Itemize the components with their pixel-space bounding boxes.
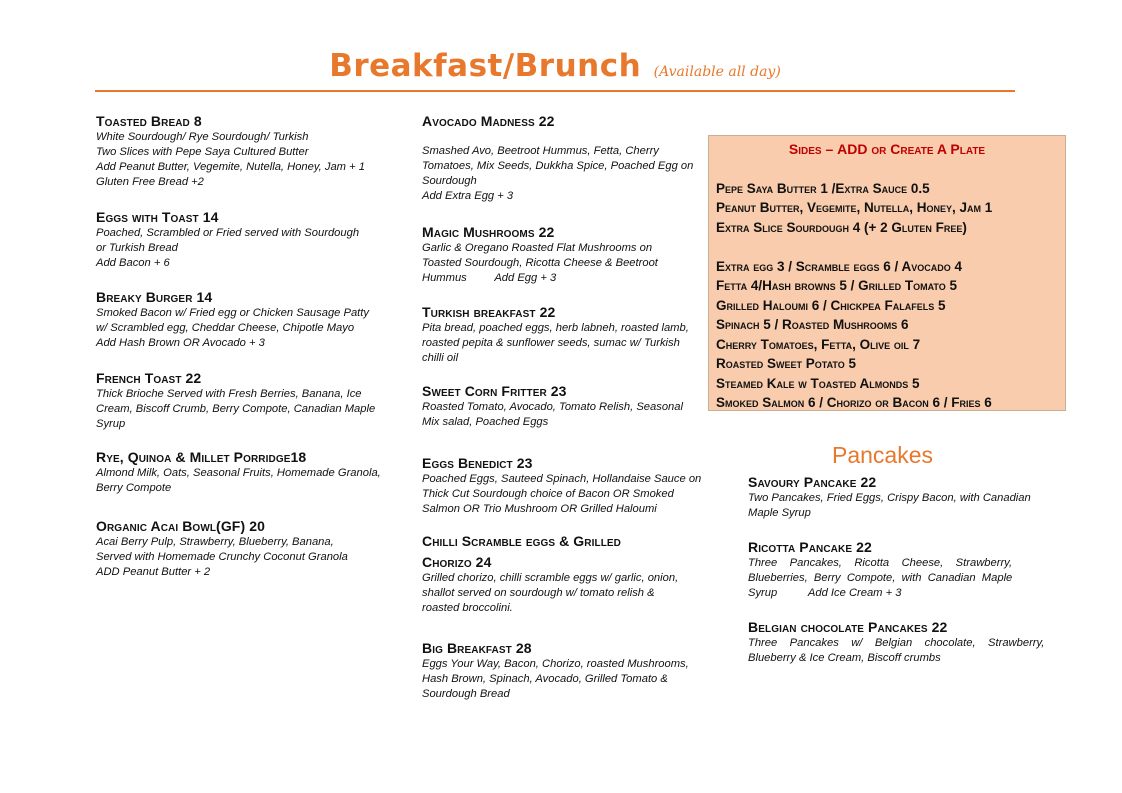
menu-item-description: Three Pancakes w/ Belgian chocolate, Strawberry, Blueberry & Ice Cream, Biscoff crumbs [748,637,1045,664]
menu-item-title: Eggs with Toast 14 [96,209,219,225]
menu-item-title: French Toast 22 [96,370,202,386]
menu-item-description: Smoked Bacon w/ Fried egg or Chicken Sausage Patty w/ Scrambled egg, Cheddar Cheese, Chipotle Mayo Add Hash Brown OR Avocado + 3 [96,307,369,349]
sides-line: Spinach 5 / Roasted Mushrooms 6 [716,317,909,332]
sides-line: Cherry Tomatoes, Fetta, Olive oil 7 [716,337,921,352]
menu-item-description: Garlic & Oregano Roasted Flat Mushrooms on Toasted Sourdough, Ricotta Cheese & Beetroot Hummus Add Egg + 3 [422,242,658,284]
menu-item-title: Belgian chocolate Pancakes 22 [748,619,948,635]
page-subtitle: (Available all day) [653,64,781,80]
menu-item-description: Acai Berry Pulp, Strawberry, Blueberry, Banana, Served with Homemade Crunchy Coconut Granola ADD Peanut Butter + 2 [96,536,348,578]
menu-item-description: Three Pancakes, Ricotta Cheese, Strawberry, Blueberries, Berry Compote, with Canadian Maple Syrup Add Ice Cream + 3 [748,557,1013,599]
menu-item-title: Avocado Madness 22 [422,113,555,129]
menu-item [422,640,689,702]
menu-item-title: Chilli Scramble eggs & Grilled [422,533,622,549]
menu-item-title: Big Breakfast 28 [422,640,532,656]
sides-line: Extra Slice Sourdough 4 (+ 2 Gluten Free) [716,220,967,235]
menu-item-description: Two Pancakes, Fried Eggs, Crispy Bacon, with Canadian Maple Syrup [748,492,1031,519]
sides-line: Smoked Salmon 6 / Chorizo or Bacon 6 / Fries 6 [716,395,992,410]
menu-item [96,518,348,580]
pancakes-heading: Pancakes [832,442,934,468]
menu-item [422,304,689,366]
menu-item [422,383,683,430]
menu-item [748,474,1031,521]
menu-item [422,224,658,286]
menu-item-title: Turkish breakfast 22 [422,304,556,320]
sides-line: Pepe Saya Butter 1 /Extra Sauce 0.5 [716,181,930,196]
sides-line: Fetta 4/Hash browns 5 / Grilled Tomato 5 [716,278,958,293]
menu-item-description: Poached, Scrambled or Fried served with Sourdough or Turkish Bread Add Bacon + 6 [96,227,360,269]
menu-item [96,449,381,496]
sides-title: Sides – ADD or Create A Plate [788,141,986,157]
menu-item-description: Poached Eggs, Sauteed Spinach, Hollandaise Sauce on Thick Cut Sourdough choice of Bacon OR Smoked Salmon OR Trio Mushroom OR Grilled Haloumi [422,473,702,515]
header-divider [95,90,1015,92]
menu-item-description: Eggs Your Way, Bacon, Chorizo, roasted Mushrooms, Hash Brown, Spinach, Avocado, Grilled Tomato & Sourdough Bread [422,658,689,700]
menu-item-description: Grilled chorizo, chilli scramble eggs w/ garlic, onion, shallot served on sourdough w/ tomato relish & roasted broccolini. [422,572,679,614]
menu-item [748,619,1044,666]
menu-item-title: Sweet Corn Fritter 23 [422,383,567,399]
menu-item [422,533,678,616]
menu-item [96,113,365,190]
menu-header [0,48,1110,84]
menu-item-title: Organic Acai Bowl(GF) 20 [96,518,265,534]
menu-item-title: Ricotta Pancake 22 [748,539,872,555]
menu-item-title: Magic Mushrooms 22 [422,224,555,240]
sides-panel [708,135,1066,411]
menu-item [422,113,693,204]
sides-line: Grilled Haloumi 6 / Chickpea Falafels 5 [716,298,946,313]
menu-item-description: Thick Brioche Served with Fresh Berries, Banana, Ice Cream, Biscoff Crumb, Berry Compote, Canadian Maple Syrup [96,388,376,430]
menu-item-title: Savoury Pancake 22 [748,474,877,490]
menu-item-description: Smashed Avo, Beetroot Hummus, Fetta, Cherry Tomatoes, Mix Seeds, Dukkha Spice, Poached Egg on Sourdough Add Extra Egg + 3 [422,145,694,202]
sides-line: Steamed Kale w Toasted Almonds 5 [716,376,920,391]
menu-item-description: Pita bread, poached eggs, herb labneh, roasted lamb, roasted pepita & sunflower seeds, sumac w/ Turkish chilli oil [422,322,689,364]
menu-item [96,289,369,351]
menu-item [422,455,701,517]
menu-item-title: Eggs Benedict 23 [422,455,533,471]
menu-item [748,539,1012,601]
menu-item-title-continued: Chorizo 24 [422,554,492,570]
sides-line: Peanut Butter, Vegemite, Nutella, Honey, Jam 1 [716,200,993,215]
menu-item-description: White Sourdough/ Rye Sourdough/ Turkish Two Slices with Pepe Saya Cultured Butter Add Peanut Butter, Vegemite, Nutella, Honey, Jam + 1 Gluten Free Bread +2 [96,131,365,188]
menu-item [96,370,375,432]
menu-item-title: Rye, Quinoa & Millet Porridge18 [96,449,307,465]
menu-item-title: Toasted Bread 8 [96,113,202,129]
menu-item-description: Almond Milk, Oats, Seasonal Fruits, Homemade Granola, Berry Compote [96,467,381,494]
sides-line: Extra egg 3 / Scramble eggs 6 / Avocado 4 [716,259,963,274]
menu-item [96,209,359,271]
sides-line: Roasted Sweet Potato 5 [716,356,857,371]
menu-item-description: Roasted Tomato, Avocado, Tomato Relish, Seasonal Mix salad, Poached Eggs [422,401,683,428]
page-title: Breakfast/Brunch [329,48,642,84]
menu-item-title: Breaky Burger 14 [96,289,213,305]
